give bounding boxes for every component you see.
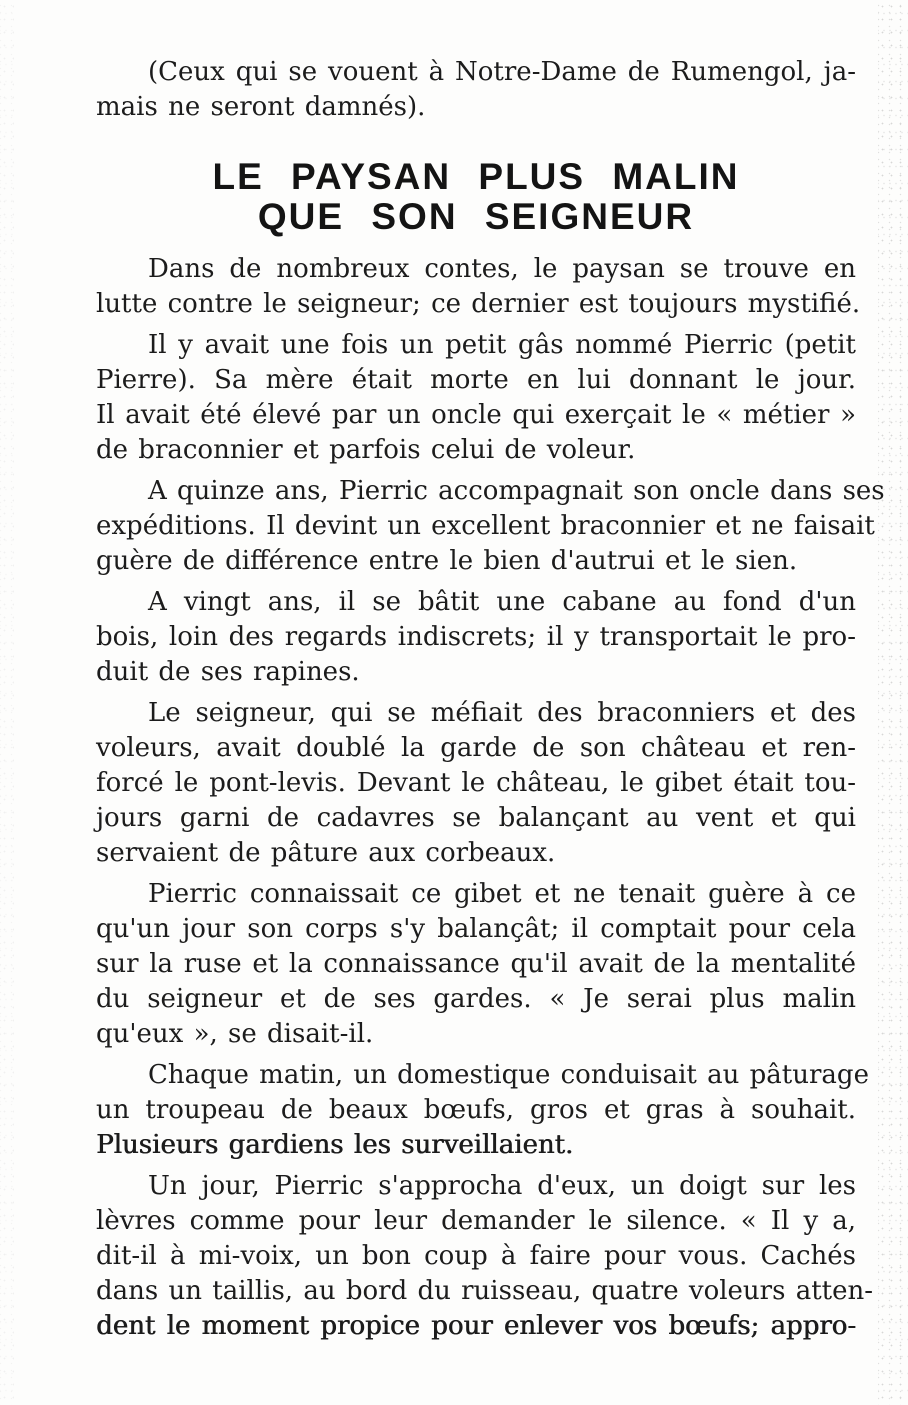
paragraph: [96, 877, 856, 1052]
text-line: expéditions. Il devint un excellent braconnier et ne faisait: [96, 511, 875, 541]
text-line: duit de ses rapines.: [96, 657, 360, 687]
text-line: lutte contre le seigneur; ce dernier est toujours mystifié.: [96, 289, 861, 319]
paragraph: [96, 474, 885, 579]
text-line: jours garni de cadavres se balançant au vent et qui: [96, 803, 856, 833]
story-title-line-1: LE PAYSAN PLUS MALIN: [212, 156, 740, 197]
text-line: sur la ruse et la connaissance qu'il avait de la mentalité: [96, 949, 856, 979]
paragraph: [96, 585, 856, 690]
paragraph: [96, 328, 856, 468]
text-line: lèvres comme pour leur demander le silence. « Il y a,: [96, 1206, 856, 1236]
story-title: [96, 157, 856, 237]
scan-noise-right-edge: [878, 0, 908, 1405]
text-line: voleurs, avait doublé la garde de son château et ren-: [96, 733, 856, 763]
text-line: Plusieurs gardiens les surveillaient.: [96, 1130, 574, 1160]
text-line: A quinze ans, Pierric accompagnait son oncle dans ses: [148, 476, 885, 506]
scan-noise-left-edge: [0, 0, 14, 1405]
text-line: dans un taillis, au bord du ruisseau, quatre voleurs atten-: [96, 1276, 874, 1306]
story-paragraphs: [96, 252, 885, 1344]
page-text-block: [96, 55, 885, 1350]
text-line: servaient de pâture aux corbeaux.: [96, 838, 556, 868]
text-line: bois, loin des regards indiscrets; il y transportait le pro-: [96, 622, 856, 652]
text-line: Chaque matin, un domestique conduisait au pâturage: [148, 1060, 869, 1090]
text-line: Pierric connaissait ce gibet et ne tenait guère à ce: [148, 879, 856, 909]
text-line: Le seigneur, qui se méfiait des braconniers et des: [148, 698, 856, 728]
text-line: un troupeau de beaux bœufs, gros et gras à souhait.: [96, 1095, 856, 1125]
story-title-line-2: QUE SON SEIGNEUR: [257, 196, 695, 237]
text-line: guère de différence entre le bien d'autrui et le sien.: [96, 546, 798, 576]
text-line: dent le moment propice pour enlever vos bœufs; appro-: [96, 1311, 856, 1341]
text-line: mais ne seront damnés).: [96, 92, 426, 122]
text-line: (Ceux qui se vouent à Notre-Dame de Rumengol, ja-: [148, 57, 856, 87]
text-line: Il avait été élevé par un oncle qui exerçait le « métier »: [96, 400, 856, 430]
intro-paragraph: [96, 55, 856, 125]
text-line: Pierre). Sa mère était morte en lui donnant le jour.: [96, 365, 856, 395]
text-line: qu'un jour son corps s'y balançât; il comptait pour cela: [96, 914, 856, 944]
text-line: A vingt ans, il se bâtit une cabane au fond d'un: [148, 587, 856, 617]
text-line: du seigneur et de ses gardes. « Je serai plus malin: [96, 984, 856, 1014]
text-line: de braconnier et parfois celui de voleur.: [96, 435, 636, 465]
text-line: Un jour, Pierric s'approcha d'eux, un doigt sur les: [148, 1171, 856, 1201]
text-line: dit-il à mi-voix, un bon coup à faire pour vous. Cachés: [96, 1241, 856, 1271]
text-line: qu'eux », se disait-il.: [96, 1019, 374, 1049]
text-line: Dans de nombreux contes, le paysan se trouve en: [148, 254, 856, 284]
text-line: forcé le pont-levis. Devant le château, le gibet était tou-: [96, 768, 856, 798]
text-line: Il y avait une fois un petit gâs nommé Pierric (petit: [148, 330, 856, 360]
paragraph: [96, 1169, 874, 1344]
paragraph: [96, 252, 861, 322]
paragraph: [96, 1058, 869, 1163]
paragraph: [96, 696, 856, 871]
